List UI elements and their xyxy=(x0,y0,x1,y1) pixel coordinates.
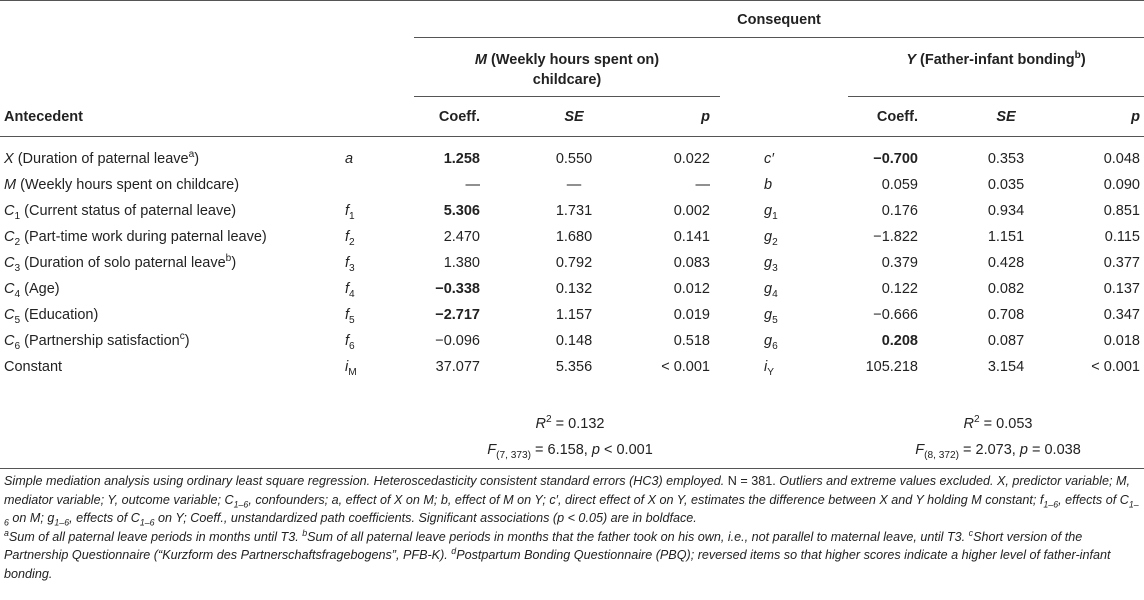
y-f-p-label: p xyxy=(1019,442,1028,458)
m-coeff-cell: — xyxy=(465,177,480,193)
y-path-label xyxy=(764,332,778,350)
m-p-cell: 0.012 xyxy=(673,281,710,297)
y-path-label xyxy=(764,306,778,324)
y-p-cell: < 0.001 xyxy=(1091,359,1140,375)
m-se-cell: 0.792 xyxy=(555,255,593,271)
m-se-cell: 1.157 xyxy=(555,307,593,323)
m-f-stat xyxy=(420,441,720,459)
y-title-sup: b xyxy=(1074,50,1081,62)
y-p-cell: 0.018 xyxy=(1103,333,1140,349)
row-label xyxy=(4,280,60,298)
row-var: C xyxy=(4,333,15,349)
m-path-label-sub: 2 xyxy=(349,236,355,248)
row-var-sub: 2 xyxy=(14,236,21,248)
y-path-label-symbol: g xyxy=(764,255,773,271)
row-label xyxy=(4,358,62,376)
consequent-header: Consequent xyxy=(737,12,821,28)
m-model-rule xyxy=(414,96,720,97)
row-sup: b xyxy=(225,253,232,265)
y-coeff-cell: 105.218 xyxy=(865,359,918,375)
header-bottom-rule xyxy=(0,136,1144,137)
m-path-label-symbol: f xyxy=(345,281,350,297)
y-se-cell: 0.353 xyxy=(987,151,1025,167)
m-p-cell: 0.083 xyxy=(673,255,710,271)
y-path-label-symbol: b xyxy=(764,177,773,193)
y-coeff-cell: 0.122 xyxy=(881,281,918,297)
m-path-label-symbol: i xyxy=(345,359,349,375)
table-notes xyxy=(4,472,1140,583)
row-close: ) xyxy=(194,151,200,167)
m-p-cell: 0.002 xyxy=(673,203,710,219)
y-path-label xyxy=(764,280,778,298)
y-path-label-symbol: g xyxy=(764,307,773,323)
y-path-label-sub: 2 xyxy=(772,236,778,248)
m-path-label xyxy=(345,280,355,298)
y-model-rule xyxy=(848,96,1144,97)
y-se-cell: 1.151 xyxy=(987,229,1025,245)
y-path-label-symbol: g xyxy=(764,281,773,297)
m-path-label xyxy=(345,254,355,272)
m-r2-label: R xyxy=(535,416,547,432)
notes-general: Simple mediation analysis using ordinary least square regression. Heteroscedasticity consistent standard errors (HC3) employed. N = 381. Outliers and extreme values excluded. X, predictor variable; M, mediator variable; Y, outcome variable; $C_{1-6}$, confounders; a, effect of X on M; b, effect of M on Y; c′, direct effect of X on Y, estimates the difference between X and Y holding M constant; $f_{1-6}$, effects of $C_{1-6}$ on M; $g_{1-6}$, effects of $C_{1-6}$ on Y; Coeff., unstandardized path coefficients. Significant associations (p < 0.05) are in boldface. xyxy=(4,474,1139,528)
row-var: C xyxy=(4,307,15,323)
y-p-cell: 0.137 xyxy=(1103,281,1140,297)
y-coeff-cell: −0.666 xyxy=(873,307,918,323)
m-coeff-cell: −2.717 xyxy=(435,307,480,323)
m-path-label-sub: 4 xyxy=(349,288,355,300)
row-var-sub: 3 xyxy=(14,262,21,274)
m-se-header: SE xyxy=(564,109,584,125)
m-path-label xyxy=(345,306,355,324)
row-text: (Education) xyxy=(20,307,99,323)
m-path-label-sub: 6 xyxy=(349,340,355,352)
consequent-rule xyxy=(414,37,1144,38)
m-r2-sup: 2 xyxy=(546,414,552,426)
y-f-p-value: = 0.038 xyxy=(1027,442,1081,458)
y-path-label-sub: Y xyxy=(767,366,774,378)
y-coeff-cell: −0.700 xyxy=(873,151,918,167)
y-se-header: SE xyxy=(996,109,1016,125)
row-var: C xyxy=(4,203,15,219)
m-se-cell: 0.148 xyxy=(555,333,593,349)
m-path-label-symbol: f xyxy=(345,203,350,219)
y-se-cell: 0.082 xyxy=(987,281,1025,297)
m-f-p-label: p xyxy=(591,442,600,458)
m-f-value: = 6.158, xyxy=(531,442,592,458)
m-title-rest-1: (Weekly hours spent on) xyxy=(486,52,660,68)
antecedent-header: Antecedent xyxy=(4,109,83,125)
m-p-cell: 0.518 xyxy=(673,333,710,349)
m-p-cell: 0.019 xyxy=(673,307,710,323)
y-se-cell: 0.035 xyxy=(987,177,1025,193)
m-title-rest-2: childcare) xyxy=(532,72,602,88)
y-path-label-symbol: g xyxy=(764,229,773,245)
row-var: C xyxy=(4,229,15,245)
y-path-label-symbol: g xyxy=(764,333,773,349)
y-coeff-cell: 0.059 xyxy=(881,177,918,193)
y-se-cell: 0.087 xyxy=(987,333,1025,349)
y-path-label xyxy=(764,202,778,220)
row-text: (Duration of paternal leave xyxy=(13,151,189,167)
y-p-cell: 0.851 xyxy=(1103,203,1140,219)
m-model-title xyxy=(414,50,720,90)
m-coeff-cell: 1.380 xyxy=(443,255,480,271)
y-path-label-symbol: g xyxy=(764,203,773,219)
y-p-cell: 0.115 xyxy=(1104,229,1140,245)
row-label xyxy=(4,254,236,272)
y-p-cell: 0.090 xyxy=(1103,177,1140,193)
row-sup: c xyxy=(179,331,185,343)
m-coeff-cell: −0.338 xyxy=(435,281,480,297)
m-coeff-cell: 37.077 xyxy=(435,359,480,375)
m-f-df: (7, 373) xyxy=(496,449,531,461)
y-f-value: = 2.073, xyxy=(959,442,1020,458)
y-p-cell: 0.048 xyxy=(1103,151,1140,167)
row-var-sub: 5 xyxy=(14,314,21,326)
y-coeff-cell: −1.822 xyxy=(873,229,918,245)
m-p-header: p xyxy=(701,109,710,125)
m-se-cell: 0.550 xyxy=(555,151,593,167)
y-coeff-header: Coeff. xyxy=(876,109,918,125)
m-coeff-header: Coeff. xyxy=(438,109,480,125)
y-r2-value: = 0.053 xyxy=(979,416,1033,432)
m-p-cell: < 0.001 xyxy=(661,359,710,375)
row-text: (Weekly hours spent on childcare) xyxy=(16,177,240,193)
m-path-label-sub: M xyxy=(348,366,357,378)
row-text: (Age) xyxy=(20,281,60,297)
y-path-label xyxy=(764,228,778,246)
y-se-cell: 3.154 xyxy=(987,359,1025,375)
m-se-cell: — xyxy=(566,177,582,193)
y-path-label-sub: 3 xyxy=(772,262,778,274)
y-coeff-cell: 0.208 xyxy=(881,333,918,349)
m-f-label: F xyxy=(487,442,497,458)
y-path-label-sub: 1 xyxy=(772,210,778,222)
m-se-cell: 5.356 xyxy=(555,359,593,375)
m-path-label-symbol: f xyxy=(345,333,350,349)
m-path-label-symbol: f xyxy=(345,255,350,271)
table-bottom-rule xyxy=(0,468,1144,469)
m-p-cell: 0.022 xyxy=(673,151,710,167)
row-var: C xyxy=(4,255,15,271)
row-sup: a xyxy=(188,149,195,161)
m-path-label xyxy=(345,332,355,350)
y-path-label-symbol: i xyxy=(764,359,768,375)
y-f-label: F xyxy=(915,442,925,458)
m-f-p-value: < 0.001 xyxy=(599,442,653,458)
m-r2-value: = 0.132 xyxy=(551,416,605,432)
m-coeff-cell: −0.096 xyxy=(435,333,480,349)
y-title-rest: (Father-infant bonding xyxy=(915,52,1075,68)
m-se-cell: 0.132 xyxy=(555,281,593,297)
y-coeff-cell: 0.176 xyxy=(881,203,918,219)
y-coeff-cell: 0.379 xyxy=(881,255,918,271)
m-coeff-cell: 2.470 xyxy=(443,229,480,245)
row-var-sub: 6 xyxy=(14,340,21,352)
m-path-label xyxy=(345,150,353,168)
m-se-cell: 1.731 xyxy=(555,203,593,219)
row-label xyxy=(4,332,190,350)
row-text: Constant xyxy=(4,359,63,375)
y-f-df: (8, 372) xyxy=(924,449,959,461)
m-path-label xyxy=(345,358,357,376)
m-path-label-sub: 5 xyxy=(349,314,355,326)
row-var-sub: 4 xyxy=(14,288,21,300)
row-var: M xyxy=(4,177,17,193)
m-coeff-cell: 5.306 xyxy=(443,203,480,219)
m-path-label-symbol: f xyxy=(345,307,350,323)
y-var: Y xyxy=(906,52,916,68)
y-path-label xyxy=(764,150,774,168)
y-r2-sup: 2 xyxy=(974,414,980,426)
y-r2-label: R xyxy=(963,416,975,432)
m-path-label xyxy=(345,202,355,220)
m-path-label-symbol: f xyxy=(345,229,350,245)
notes-footnotes: $^a$Sum of all paternal leave periods in months until T3. $^b$Sum of all paternal leave periods in months that the father took on his own, i.e., not parallel to maternal leave, until T3. $^c$Short version of the Partnership Questionnaire (“Kurzform des Partnerschaftsfragebogens”, PFB-K). $^d$Postpartum Bonding Questionnaire (PBQ); reversed items so that higher scores indicate a higher level of father-infant bonding. xyxy=(4,527,1111,581)
row-close: ) xyxy=(184,333,190,349)
row-text: (Part-time work during paternal leave) xyxy=(20,229,267,245)
row-label xyxy=(4,176,239,194)
y-r2 xyxy=(898,415,1098,433)
m-path-label-sub: 3 xyxy=(349,262,355,274)
m-var: M xyxy=(474,52,487,68)
row-text: (Duration of solo paternal leave xyxy=(20,255,226,271)
row-label xyxy=(4,228,267,246)
y-path-label-sub: 6 xyxy=(772,340,778,352)
row-label xyxy=(4,202,236,220)
row-text: (Current status of paternal leave) xyxy=(20,203,237,219)
y-path-label xyxy=(764,176,772,194)
y-title-close: ) xyxy=(1080,52,1086,68)
row-close: ) xyxy=(231,255,237,271)
row-var: X xyxy=(4,151,14,167)
m-path-label-sub: 1 xyxy=(349,210,355,222)
y-model-title xyxy=(848,50,1144,70)
row-var-sub: 1 xyxy=(14,210,21,222)
m-coeff-cell: 1.258 xyxy=(443,151,480,167)
m-path-label xyxy=(345,228,355,246)
y-path-label xyxy=(764,358,774,376)
y-path-label-symbol: c′ xyxy=(764,151,774,167)
row-var: C xyxy=(4,281,15,297)
row-label xyxy=(4,150,199,168)
row-label xyxy=(4,306,98,324)
m-path-label-symbol: a xyxy=(345,151,354,167)
y-path-label xyxy=(764,254,778,272)
y-p-header: p xyxy=(1131,109,1140,125)
y-p-cell: 0.347 xyxy=(1103,307,1140,323)
table-top-rule xyxy=(0,0,1144,1)
y-se-cell: 0.428 xyxy=(987,255,1025,271)
y-f-stat xyxy=(848,441,1144,459)
y-p-cell: 0.377 xyxy=(1103,255,1140,271)
m-r2 xyxy=(470,415,670,433)
y-se-cell: 0.934 xyxy=(987,203,1025,219)
m-p-cell: — xyxy=(695,177,710,193)
row-text: (Partnership satisfaction xyxy=(20,333,180,349)
y-path-label-sub: 5 xyxy=(772,314,778,326)
m-se-cell: 1.680 xyxy=(555,229,593,245)
m-p-cell: 0.141 xyxy=(673,229,710,245)
y-se-cell: 0.708 xyxy=(987,307,1025,323)
y-path-label-sub: 4 xyxy=(772,288,778,300)
